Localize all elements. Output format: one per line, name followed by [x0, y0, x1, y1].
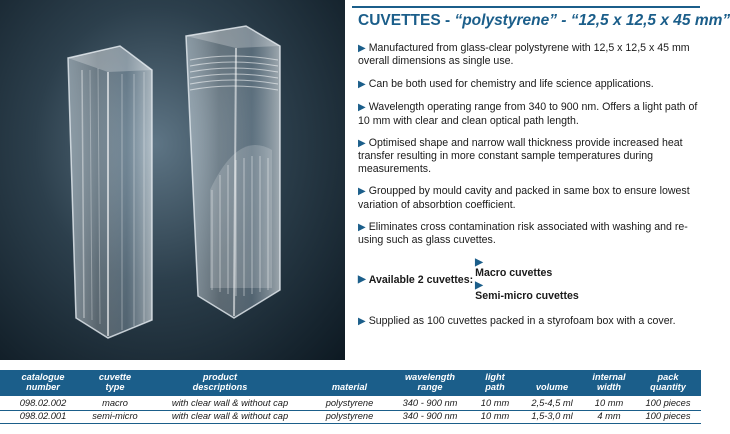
cell-internal-width: 10 mm	[594, 398, 624, 408]
arrow-icon: ▶	[475, 256, 483, 268]
arrow-icon: ▶	[358, 315, 366, 327]
header-line: product	[202, 372, 238, 382]
header-line: light	[485, 372, 505, 382]
arrow-icon: ▶	[358, 222, 366, 234]
arrow-icon: ▶	[358, 273, 366, 285]
cell-wavelength: 340 - 900 nm	[402, 411, 458, 421]
arrow-icon: ▶	[358, 102, 366, 114]
feature-text: Can be both used for chemistry and life science applications.	[368, 77, 654, 90]
cell-wavelength: 340 - 900 nm	[402, 398, 458, 408]
header-line: descriptions	[192, 381, 248, 392]
cell-light-path: 10 mm	[480, 398, 510, 408]
header-line: internal	[592, 372, 626, 382]
arrow-icon: ▶	[358, 43, 366, 54]
macro-cuvette-image	[68, 46, 152, 338]
header-cell	[580, 373, 638, 392]
page-title	[358, 12, 730, 30]
row-divider	[0, 423, 701, 424]
available-item	[475, 280, 579, 303]
feature-item	[358, 185, 700, 211]
feature-list	[358, 42, 700, 338]
cell-volume: 2,5-4,5 ml	[531, 398, 573, 408]
header-line: quantity	[650, 381, 686, 392]
arrow-icon: ▶	[358, 78, 366, 90]
feature-text: Manufactured from glass-clear polystyrene with 12,5 x 12,5 x 45 mm overall dimensions as single use.	[358, 42, 690, 68]
header-line: path	[485, 381, 505, 392]
feature-text: Optimised shape and narrow wall thickness provide increased heat transfer resulting in more constant sample temperatures during measurements.	[358, 137, 683, 175]
header-cell	[312, 373, 387, 392]
cell-catalogue-number: 098.02.001	[19, 411, 67, 421]
cell-material: polystyrene	[325, 398, 374, 408]
header-cell	[80, 373, 150, 392]
header-cell	[470, 373, 520, 392]
header-cell	[150, 373, 290, 392]
arrow-icon: ▶	[358, 138, 366, 150]
header-line: material	[331, 381, 368, 392]
available-label: Available 2 cuvettes:	[368, 273, 474, 286]
table-header	[0, 370, 701, 396]
cell-description: with clear wall & without cap	[171, 398, 289, 408]
header-line: cuvette	[98, 372, 132, 382]
feature-item	[358, 137, 700, 175]
table-row	[0, 398, 701, 410]
cell-cuvette-type: macro	[102, 398, 128, 408]
cell-material: polystyrene	[325, 411, 374, 421]
header-line: range	[417, 381, 443, 392]
title-block	[352, 6, 730, 32]
cell-catalogue-number: 098.02.002	[19, 398, 67, 408]
available-item-label: Semi-micro cuvettes	[475, 290, 579, 303]
header-cell	[8, 373, 78, 392]
arrow-icon: ▶	[358, 186, 366, 198]
arrow-icon: ▶	[475, 279, 483, 291]
catalogue-table	[0, 370, 701, 434]
header-line: width	[597, 381, 621, 392]
header-line: number	[26, 381, 60, 392]
available-list	[475, 257, 579, 303]
header-line: wavelength	[404, 372, 456, 382]
product-photo	[0, 0, 345, 360]
title-subtitle: “polystyrene” - “12,5 x 12,5 x 45 mm”	[454, 12, 730, 29]
feature-item	[358, 78, 700, 91]
cell-volume: 1,5-3,0 ml	[531, 411, 573, 421]
available-cuvettes	[358, 257, 700, 303]
header-cell	[390, 373, 470, 392]
feature-text: Wavelength operating range from 340 to 900 nm. Offers a light path of 10 mm with clear and clean optical path length.	[358, 101, 698, 127]
header-line: catalogue	[21, 372, 65, 382]
cell-pack-quantity: 100 pieces	[645, 411, 691, 421]
header-cell	[636, 373, 700, 392]
feature-text: Supplied as 100 cuvettes packed in a styrofoam box with a cover.	[368, 314, 676, 327]
title-main: CUVETTES -	[358, 12, 455, 29]
feature-text: Groupped by mould cavity and packed in same box to ensure lowest variation of absorbtion coefficient.	[358, 185, 690, 211]
feature-item	[358, 221, 700, 247]
feature-item	[358, 101, 700, 127]
table-row	[0, 411, 701, 423]
cell-pack-quantity: 100 pieces	[645, 398, 691, 408]
cuvettes-illustration	[0, 0, 345, 360]
header-cell	[522, 373, 582, 392]
cell-cuvette-type: semi-micro	[92, 411, 138, 421]
feature-text: Eliminates cross contamination risk associated with washing and re-using such as glass cuvettes.	[358, 221, 688, 247]
header-line: pack	[657, 372, 679, 382]
title-rule	[352, 6, 700, 8]
feature-item	[358, 315, 700, 328]
available-item-label: Macro cuvettes	[475, 267, 553, 280]
semi-micro-cuvette-image	[186, 26, 280, 318]
feature-item	[358, 42, 700, 68]
header-line: type	[105, 381, 125, 392]
cell-internal-width: 4 mm	[597, 411, 621, 421]
cell-light-path: 10 mm	[480, 411, 510, 421]
header-line: volume	[535, 381, 569, 392]
cell-description: with clear wall & without cap	[171, 411, 289, 421]
available-item	[475, 257, 579, 280]
